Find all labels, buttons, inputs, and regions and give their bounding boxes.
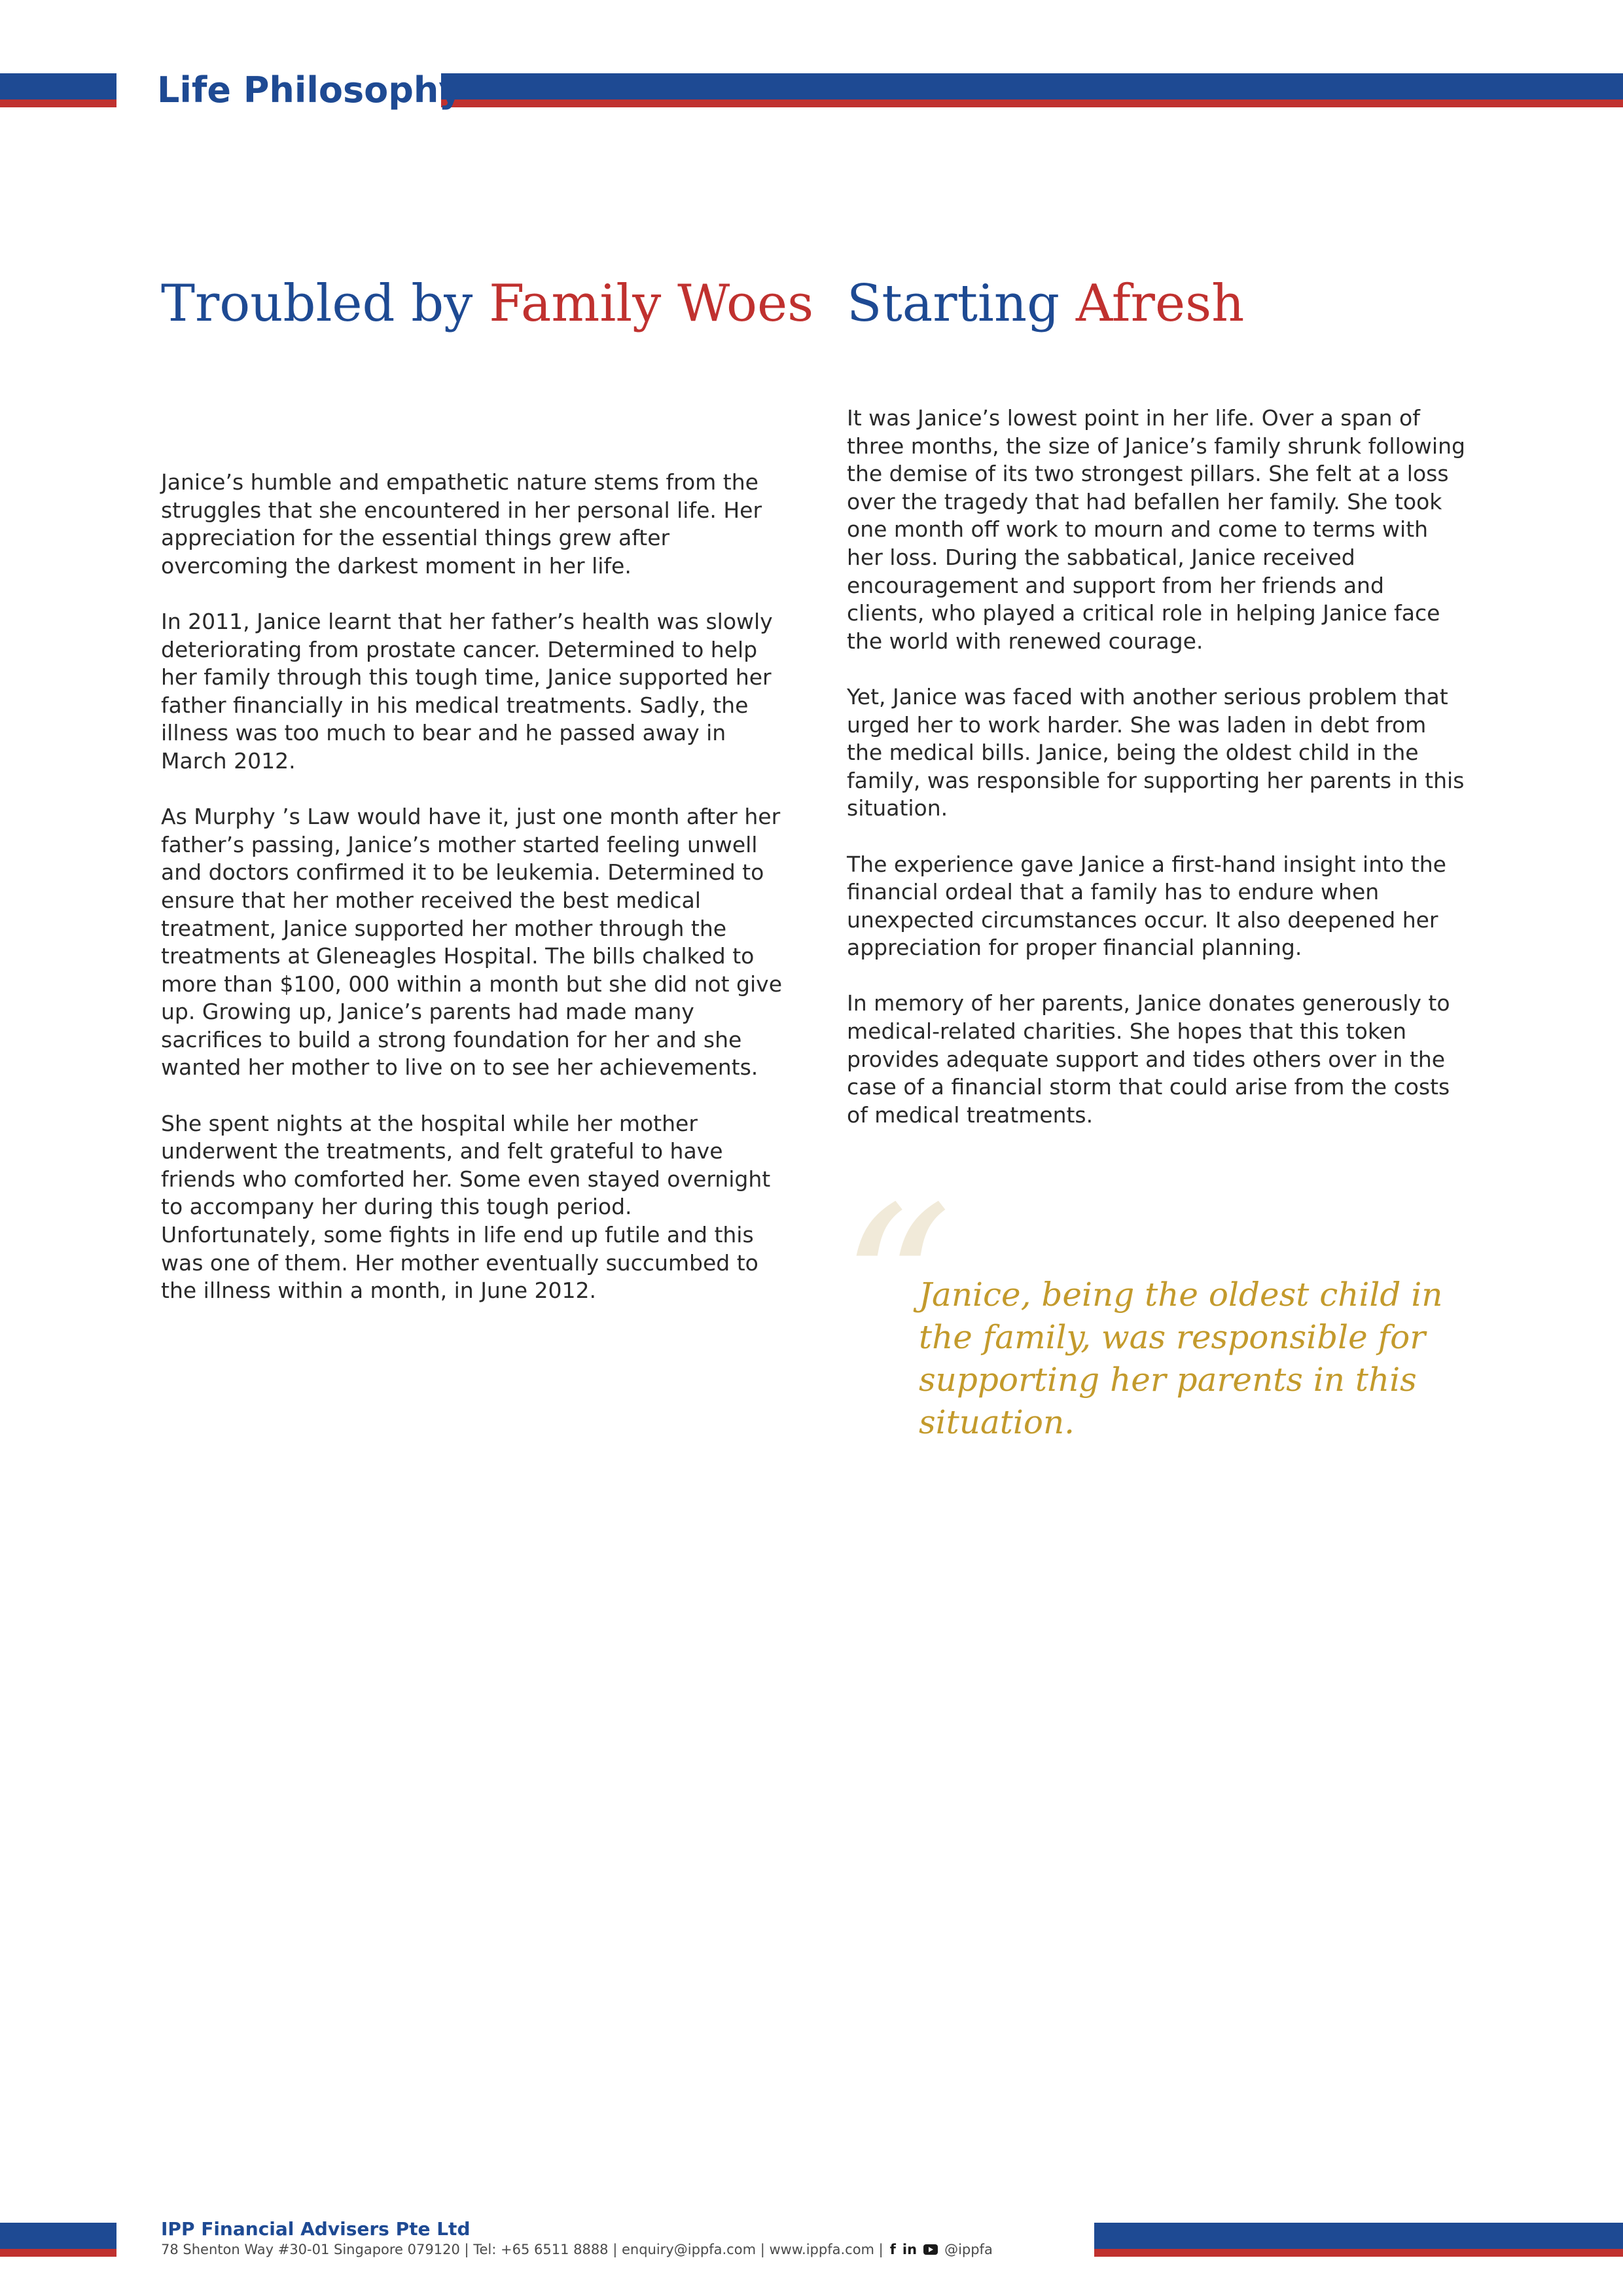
contact-details: 78 Shenton Way #30-01 Singapore 079120 | Tel: +65 6511 8888 | enquiry@ippfa.com | www.ippfa.com | [161,2242,883,2257]
right-heading-accent: Afresh [1075,274,1245,333]
company-name: IPP Financial Advisers Pte Ltd [161,2218,471,2240]
right-column [847,404,1465,1157]
left-paragraph: She spent nights at the hospital while her mother underwent the treatments, and felt grateful to have friends who comforted her. Some even stayed overnight to accompany her during this tough period. Unfortunately, some fights in life end up futile and this was one of them. Her mother eventually succumbed to the illness within a month, in June 2012. [161,1110,771,1304]
left-column [161,469,786,1333]
youtube-icon[interactable] [923,2244,938,2255]
contact-line [161,2242,993,2257]
facebook-icon[interactable]: f [889,2242,896,2257]
social-links [890,2242,993,2257]
left-heading-accent: Family Woes [489,274,814,333]
header-bar-left [0,73,116,107]
left-paragraph: In 2011, Janice learnt that her father’s health was slowly deteriorating from prostate cancer. Determined to help her family through this tough time, Janice supported her father financially in his medical treatments. Sadly, the illness was too much to bear and he passed away in March 2012. [161,608,773,774]
pull-quote: Janice, being the oldest child in the family, was responsible for supporting her parents in this situation. [919,1276,1443,1441]
social-handle[interactable]: @ippfa [944,2242,993,2257]
right-heading [847,271,1501,336]
left-heading-main: Troubled by [161,274,490,333]
left-paragraph: Janice’s humble and empathetic nature stems from the struggles that she encountered in her personal life. Her appreciation for the essential things grew after overcoming the darkest moment in her life. [161,469,762,579]
footer-bar-left [0,2223,116,2257]
right-paragraph: In memory of her parents, Janice donates generously to medical-related charities. She hopes that this token provides adequate support and tides others over in the case of a financial storm that could arise from the costs of medical treatments. [847,990,1450,1128]
left-paragraph: As Murphy ’s Law would have it, just one month after her father’s passing, Janice’s mother started feeling unwell and doctors confirmed it to be leukemia. Determined to ensure that her mother received the best medical treatment, Janice supported her mother through the treatments at Gleneagles Hospital. The bills chalked to more than $100, 000 within a month but she did not give up. Growing up, Janice’s parents had made many sacrifices to build a strong foundation for her and she wanted her mother to live on to see her achievements. [161,804,783,1081]
header-bar-right [441,73,1623,107]
right-paragraph: Yet, Janice was faced with another serious problem that urged her to work harder. She was laden in debt from the medical bills. Janice, being the oldest child in the family, was responsible for supporting her parents in this situation. [847,683,1465,821]
right-heading-main: Starting [847,274,1076,333]
right-paragraph: It was Janice’s lowest point in her life. Over a span of three months, the size of Janice’s family shrunk following the demise of its two strongest pillars. She felt at a loss over the tragedy that had befallen her family. She took one month off work to mourn and come to terms with her loss. During the sabbatical, Janice received encouragement and support from her friends and clients, who played a critical role in helping Janice face the world with renewed courage. [847,405,1465,654]
right-paragraph: The experience gave Janice a first-hand insight into the financial ordeal that a family has to endure when unexpected circumstances occur. It also deepened her appreciation for proper financial planning. [847,851,1446,961]
linkedin-icon[interactable]: in [902,2242,918,2257]
section-label: Life Philosophy [157,69,462,111]
quote-mark-icon: “ [839,1160,953,1419]
left-heading [161,271,815,336]
footer-bar-right [1094,2223,1623,2257]
